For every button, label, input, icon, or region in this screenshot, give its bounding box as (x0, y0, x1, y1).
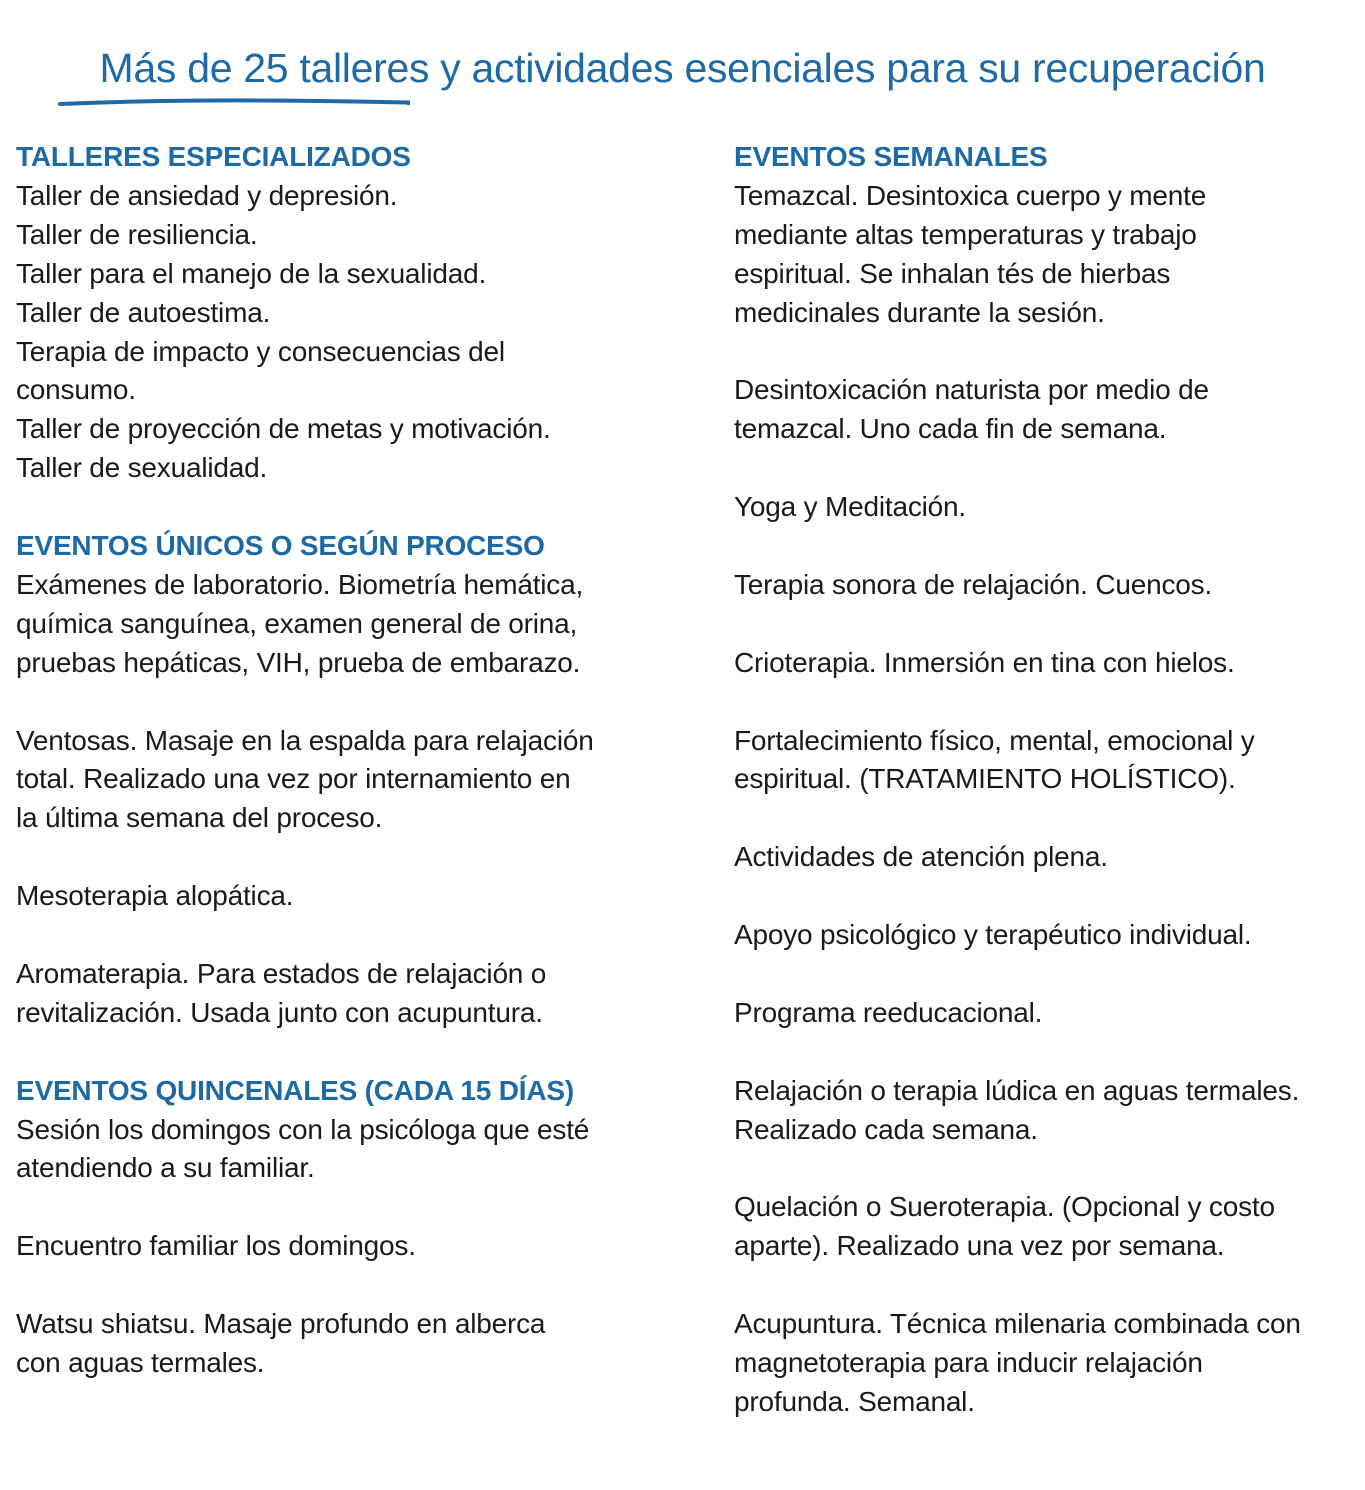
list-item: Watsu shiatsu. Masaje profundo en alberca (16, 1308, 546, 1340)
list-item: total. Realizado una vez por internamiento en (16, 763, 571, 795)
section-eventos-quincenales (16, 1072, 696, 1383)
list-item: espiritual. Se inhalan tés de hierbas (734, 257, 1171, 289)
list-item: temazcal. Uno cada fin de semana. (734, 413, 1167, 445)
list-item: Aromaterapia. Para estados de relajación o (16, 957, 547, 989)
section-heading: EVENTOS SEMANALES (734, 141, 1048, 172)
list-item: consumo. (16, 374, 136, 406)
list-item: Realizado cada semana. (734, 1113, 1038, 1145)
section-heading: EVENTOS QUINCENALES (CADA 15 DÍAS) (16, 1074, 574, 1106)
list-item: Desintoxicación naturista por medio de (734, 374, 1209, 406)
list-item: Temazcal. Desintoxica cuerpo y mente (734, 179, 1207, 211)
list-item: Mesoterapia alopática. (16, 880, 294, 912)
title-underline-decoration (58, 97, 410, 109)
list-item: Programa reeducacional. (734, 996, 1043, 1028)
page-title: Más de 25 talleres y actividades esenciales para su recuperación (99, 45, 1266, 91)
list-item: Exámenes de laboratorio. Biometría hemática, (16, 568, 584, 600)
list-item: Taller de proyección de metas y motivación. (16, 413, 551, 445)
list-item: Terapia sonora de relajación. Cuencos. (734, 568, 1213, 600)
list-item: con aguas termales. (16, 1346, 265, 1378)
list-item: magnetoterapia para inducir relajación (734, 1346, 1203, 1378)
list-item: Terapia de impacto y consecuencias del (16, 335, 505, 367)
list-item: Crioterapia. Inmersión en tina con hielos. (734, 646, 1235, 678)
list-item: Taller de resiliencia. (16, 218, 258, 250)
list-item: Taller para el manejo de la sexualidad. (16, 257, 487, 289)
list-item: pruebas hepáticas, VIH, prueba de embarazo. (16, 646, 581, 678)
list-item: Actividades de atención plena. (734, 841, 1108, 873)
list-item: Apoyo psicológico y terapéutico individual. (734, 919, 1252, 951)
list-item: Taller de autoestima. (16, 296, 271, 328)
section-eventos-unicos (16, 527, 696, 1033)
list-item: atendiendo a su familiar. (16, 1152, 315, 1184)
list-item: la última semana del proceso. (16, 802, 383, 834)
list-item: profunda. Semanal. (734, 1385, 975, 1417)
right-column (734, 138, 1354, 1422)
list-item: espiritual. (TRATAMIENTO HOLÍSTICO). (734, 763, 1236, 795)
left-column (16, 138, 696, 1383)
list-item: Quelación o Sueroterapia. (Opcional y costo (734, 1191, 1275, 1223)
list-item: Sesión los domingos con la psicóloga que esté (16, 1113, 590, 1145)
list-item: Yoga y Meditación. (734, 491, 966, 523)
section-heading: EVENTOS ÚNICOS O SEGÚN PROCESO (16, 530, 545, 562)
list-item: mediante altas temperaturas y trabajo (734, 218, 1197, 250)
list-item: aparte). Realizado una vez por semana. (734, 1230, 1225, 1262)
list-item: Taller de ansiedad y depresión. (16, 179, 398, 211)
list-item: Fortalecimiento físico, mental, emocional y (734, 724, 1255, 756)
list-item: Ventosas. Masaje en la espalda para relajación (16, 724, 594, 756)
section-heading: TALLERES ESPECIALIZADOS (16, 141, 411, 172)
list-item: Acupuntura. Técnica milenaria combinada con (734, 1308, 1301, 1340)
section-talleres-especializados (16, 138, 696, 488)
list-item: medicinales durante la sesión. (734, 296, 1105, 328)
list-item: revitalización. Usada junto con acupuntura. (16, 996, 543, 1028)
section-eventos-semanales (734, 138, 1354, 1422)
list-item: química sanguínea, examen general de orina, (16, 607, 578, 639)
list-item: Taller de sexualidad. (16, 452, 268, 484)
list-item: Relajación o terapia lúdica en aguas termales. (734, 1074, 1300, 1106)
list-item: Encuentro familiar los domingos. (16, 1230, 416, 1262)
